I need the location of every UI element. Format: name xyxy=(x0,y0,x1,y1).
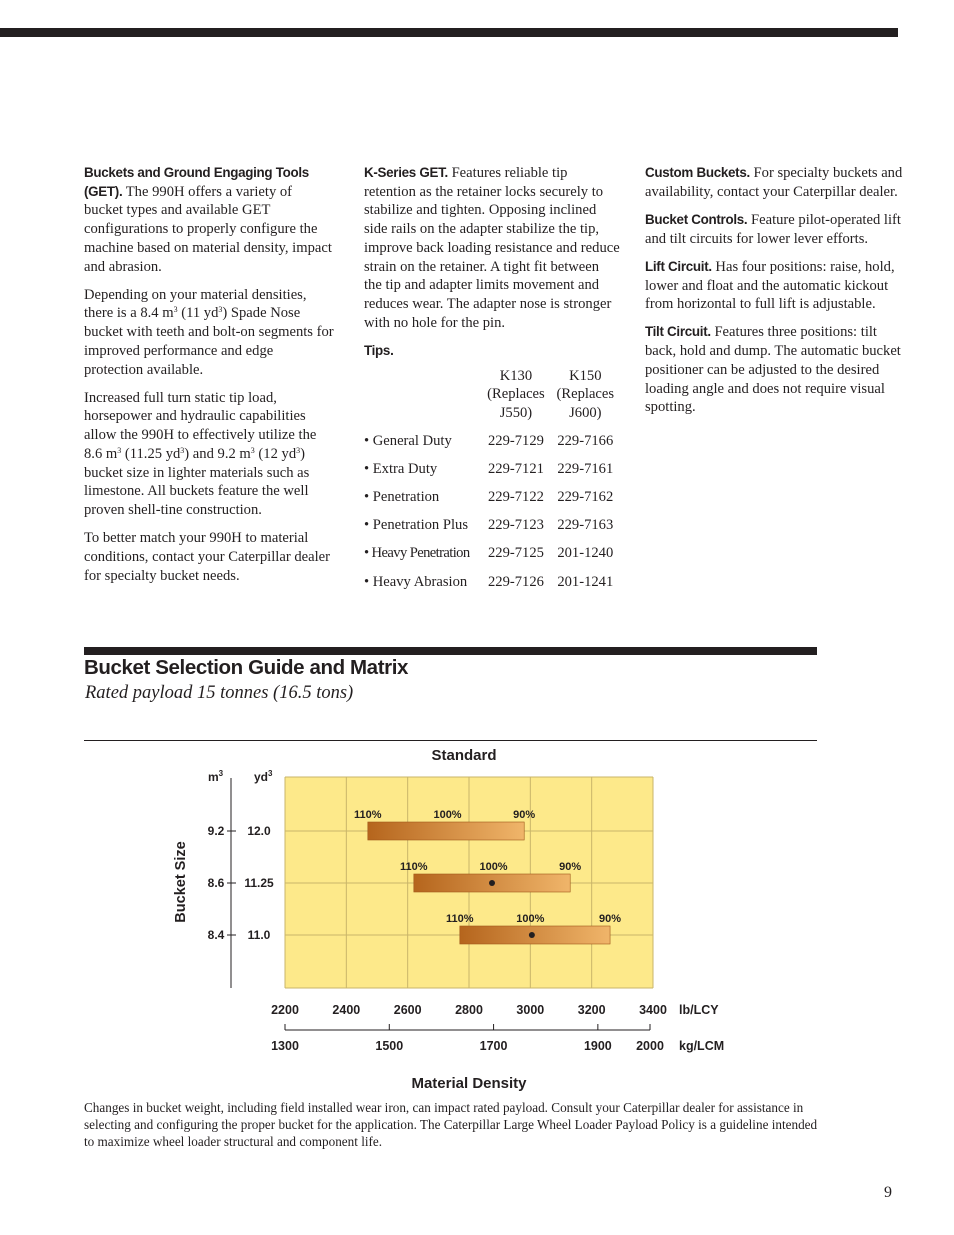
paragraph-tip-load: Increased full turn static tip load, horsepower and hydraulic capabilities allow the 990H to effectively utilize the 8.6 $m^3$ (11.25 $yd^3$) and 9.2 $m^3$ (12 $yd^3$) bucket size in lighter materials such as limestone. All buckets feature the well proven shell-tine construction. xyxy=(84,389,317,518)
bar-marker xyxy=(529,932,535,938)
x-axis-label: Material Density xyxy=(411,1075,527,1092)
tips-k150-header: K150 (Replaces J600) xyxy=(556,367,615,421)
x-axis xyxy=(271,1003,667,1053)
paragraph-bucket-controls: Bucket Controls. Feature pilot-operated lift and tilt circuits for lower lever efforts. xyxy=(645,211,901,247)
y-tick-label-yd3: 11.0 xyxy=(247,928,271,942)
percent-label: 100% xyxy=(433,809,462,821)
bucket-bar xyxy=(368,822,524,840)
paragraph-lift-circuit: Lift Circuit. Has four positions: raise, hold, lower and float and the automatic kickout from horizontal to full lift is adjustable. xyxy=(645,258,895,313)
x-tick-label-kg: 1900 xyxy=(583,1039,612,1053)
section-subtitle: Rated payload 15 tonnes (16.5 tons) xyxy=(85,683,354,703)
bucket-bar xyxy=(460,926,610,944)
bar-marker xyxy=(489,880,495,886)
table-row: • General Duty 229-7129 229-7166 xyxy=(364,433,614,450)
x-tick-label-lb: 3400 xyxy=(639,1003,667,1017)
percent-label: 90% xyxy=(559,861,582,873)
tips-heading: Tips. xyxy=(364,342,394,358)
percent-label: 110% xyxy=(400,861,428,873)
percent-label: 90% xyxy=(513,809,536,821)
chart-title: Standard xyxy=(431,747,497,764)
y-tick-label-m3: 9.2 xyxy=(207,824,225,838)
table-row: • Penetration Plus 229-7123 229-7163 xyxy=(364,517,614,534)
table-row: • Heavy Abrasion 229-7126 201-1241 xyxy=(364,573,614,590)
x-tick-label-kg: 1700 xyxy=(479,1039,508,1053)
page-number: 9 xyxy=(884,1184,892,1201)
x-tick-label-kg: 2000 xyxy=(636,1039,664,1053)
y-tick-label-yd3: 11.25 xyxy=(244,876,274,890)
paragraph-custom-buckets: Custom Buckets. For specialty buckets and availability, contact your Caterpillar dealer. xyxy=(645,165,903,200)
x-unit-kg: kg/LCM xyxy=(679,1039,725,1053)
y-axis xyxy=(208,778,274,988)
paragraph-contact-dealer: To better match your 990H to material conditions, contact your Caterpillar dealer for specialty bucket needs. xyxy=(84,530,330,584)
paragraph-material-densities: Depending on your material densities, there is a 8.4 $m^3$ (11 $yd^3$) Spade Nose bucket with teeth and bolt-on segments for improved performance and edge protection available. xyxy=(84,286,334,378)
y-axis-label: Bucket Size xyxy=(173,841,189,923)
y-tick-label-m3: 8.6 xyxy=(207,876,225,890)
paragraph-buckets-get: Buckets and Ground Engaging Tools (GET). The 990H offers a variety of bucket types and available GET configurations to properly configure the machine based on material density, impact and abrasion. xyxy=(84,165,332,275)
table-row: • Penetration 229-7122 229-7162 xyxy=(364,489,614,506)
x-tick-label-lb: 2400 xyxy=(332,1003,361,1017)
percent-label: 100% xyxy=(479,861,508,873)
section-title: Bucket Selection Guide and Matrix xyxy=(84,656,408,679)
paragraph-k-series-get: K-Series GET. Features reliable tip retention as the retainer locks securely to stabilize and tighten. Opposing inclined side rails on the adapter stabilize the tip, improve back loading resistance and reduce strain on the retainer. A tight fit between the tip and adapter limits movement and reduces wear. The adapter nose is stronger with no hole for the pin. xyxy=(364,165,620,331)
y-tick-label-yd3: 12.0 xyxy=(247,824,271,838)
x-tick-label-lb: 3200 xyxy=(577,1003,606,1017)
percent-label: 110% xyxy=(354,809,382,821)
y-tick-label-m3: 8.4 xyxy=(207,928,225,942)
percent-label: 110% xyxy=(446,913,474,925)
x-tick-label-kg: 1300 xyxy=(271,1039,299,1053)
y-unit-yd3: $yd^3$ xyxy=(254,769,273,784)
x-tick-label-lb: 2600 xyxy=(393,1003,422,1017)
table-row: • Extra Duty 229-7121 229-7161 xyxy=(364,461,614,478)
x-tick-label-lb: 3000 xyxy=(516,1003,545,1017)
percent-label: 90% xyxy=(599,913,622,925)
x-tick-label-kg: 1500 xyxy=(375,1039,404,1053)
footnote: Changes in bucket weight, including field installed wear iron, can impact rated payload. Consult your Caterpillar dealer for assistance in selecting and configuring the proper bucket for the application. The Caterpillar Large Wheel Loader Payload Policy is a guideline intended to maximize wheel loader structural and component life. xyxy=(84,1100,818,1149)
x-tick-label-lb: 2800 xyxy=(455,1003,483,1017)
x-tick-label-lb: 2200 xyxy=(271,1003,299,1017)
y-unit-m3: $m^3$ xyxy=(208,769,224,784)
table-row: • Heavy Penetration 229-7125 201-1240 xyxy=(364,545,614,562)
paragraph-tilt-circuit: Tilt Circuit. Features three positions: tilt back, hold and dump. The automatic bucket positioner can be adjusted to the desired loading angle and does not require visual spotting. xyxy=(645,324,901,416)
tips-k130-header: K130 (Replaces J550) xyxy=(487,367,545,421)
x-unit-lb: lb/LCY xyxy=(679,1003,719,1017)
percent-label: 100% xyxy=(516,913,545,925)
